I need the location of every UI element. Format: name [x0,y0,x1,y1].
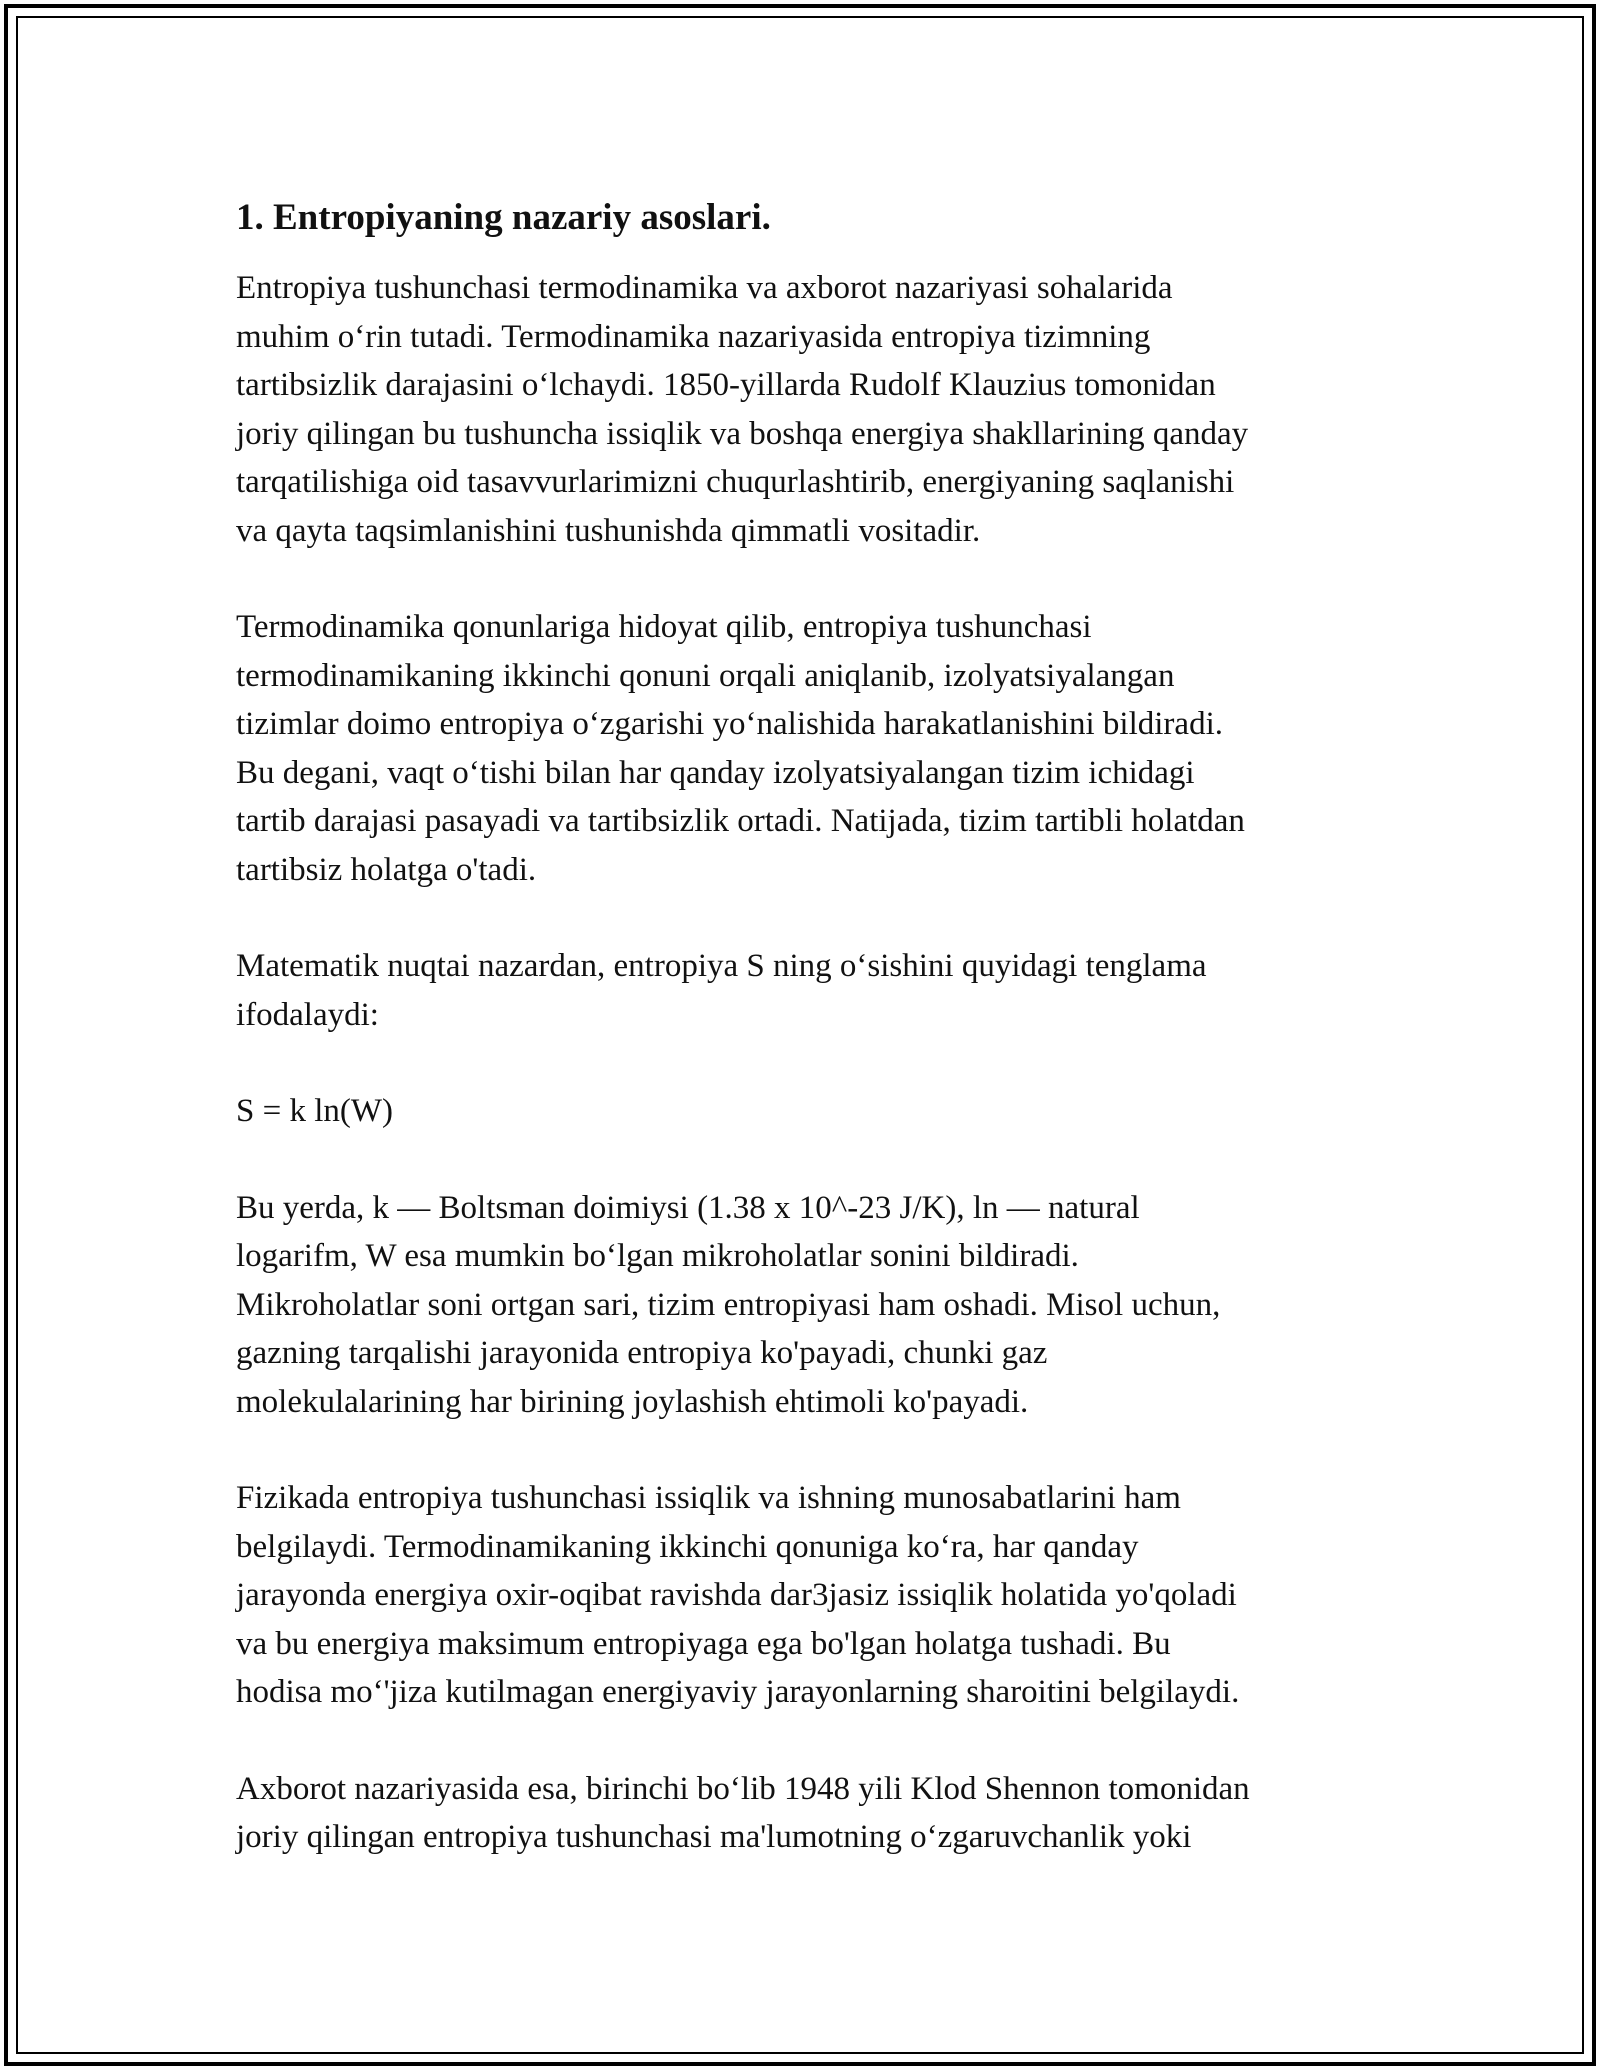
text-line: jarayonda energiya oxir-oqibat ravishda dar3jasiz issiqlik holatida yo'qoladi [236,1577,1237,1613]
text-line: tartibsiz holatga o'tadi. [236,851,537,888]
text-line: ifodalaydi: [236,996,379,1033]
text-line: muhim o‘rin tutadi. Termodinamika nazariyasida entropiya tizimning [236,318,1151,355]
text-line: molekulalarining har birining joylashish ehtimoli ko'payadi. [236,1383,1029,1420]
text-line: joriy qilingan bu tushuncha issiqlik va boshqa energiya shakllarining qanday [236,415,1249,452]
text-line: joriy qilingan entropiya tushunchasi ma'lumotning o‘zgaruvchanlik yoki [236,1819,1192,1855]
document-body [236,186,1376,1910]
paragraph-physics [236,1474,1376,1717]
text-line: tartibsizlik darajasini o‘lchaydi. 1850-yillarda Rudolf Klauzius tomonidan [236,367,1216,403]
text-line: logarifm, W esa mumkin bo‘lgan mikroholatlar sonini bildiradi. [236,1238,1079,1274]
text-line: Termodinamika qonunlariga hidoyat qilib, entropiya tushunchasi [236,609,1092,645]
text-line: Mikroholatlar soni ortgan sari, tizim entropiyasi ham oshadi. Misol uchun, [236,1286,1221,1323]
text-line: termodinamikaning ikkinchi qonuni orqali aniqlanib, izolyatsiyalangan [236,657,1175,694]
paragraph-boltzmann [236,1184,1376,1427]
text-line: tarqatilishiga oid tasavvurlarimizni chuqurlashtirib, energiyaning saqlanishi [236,464,1235,500]
text-line: tizimlar doimo entropiya o‘zgarishi yo‘nalishida harakatlanishini bildiradi. [236,706,1223,742]
equation [236,1087,1376,1136]
text-line: va bu energiya maksimum entropiyaga ega bo'lgan holatga tushadi. Bu [236,1625,1171,1662]
text-line: Axborot nazariyasida esa, birinchi bo‘lib 1948 yili Klod Shennon tomonidan [236,1770,1250,1807]
text-line: hodisa mo‘'jiza kutilmagan energiyaviy jarayonlarning sharoitini belgilaydi. [236,1674,1240,1710]
text-line: Bu degani, vaqt o‘tishi bilan har qanday izolyatsiyalangan tizim ichidagi [236,754,1195,791]
text-line: tartib darajasi pasayadi va tartibsizlik ortadi. Natijada, tizim tartibli holatdan [236,803,1245,839]
text-line: Matematik nuqtai nazardan, entropiya S ning o‘sishini quyidagi tenglama [236,948,1207,984]
equation-line: S = k ln(W) [236,1093,394,1129]
paragraph-second-law [236,603,1376,894]
paragraph-information-theory [236,1765,1376,1862]
text-line: Entropiya tushunchasi termodinamika va axborot nazariyasi sohalarida [236,270,1173,306]
paragraph-intro [236,264,1376,555]
text-line: va qayta taqsimlanishini tushunishda qimmatli vositadir. [236,512,981,549]
text-line: Bu yerda, k — Boltsman doimiysi (1.38 x 10^-23 J/K), ln — natural [236,1189,1140,1226]
text-line: gazning tarqalishi jarayonida entropiya ko'payadi, chunki gaz [236,1335,1048,1371]
paragraph-math-intro [236,942,1376,1039]
section-heading: 1. Entropiyaning nazariy asoslari. [236,197,771,238]
text-line: belgilaydi. Termodinamikaning ikkinchi qonuniga ko‘ra, har qanday [236,1528,1139,1565]
text-line: Fizikada entropiya tushunchasi issiqlik va ishning munosabatlarini ham [236,1480,1181,1516]
